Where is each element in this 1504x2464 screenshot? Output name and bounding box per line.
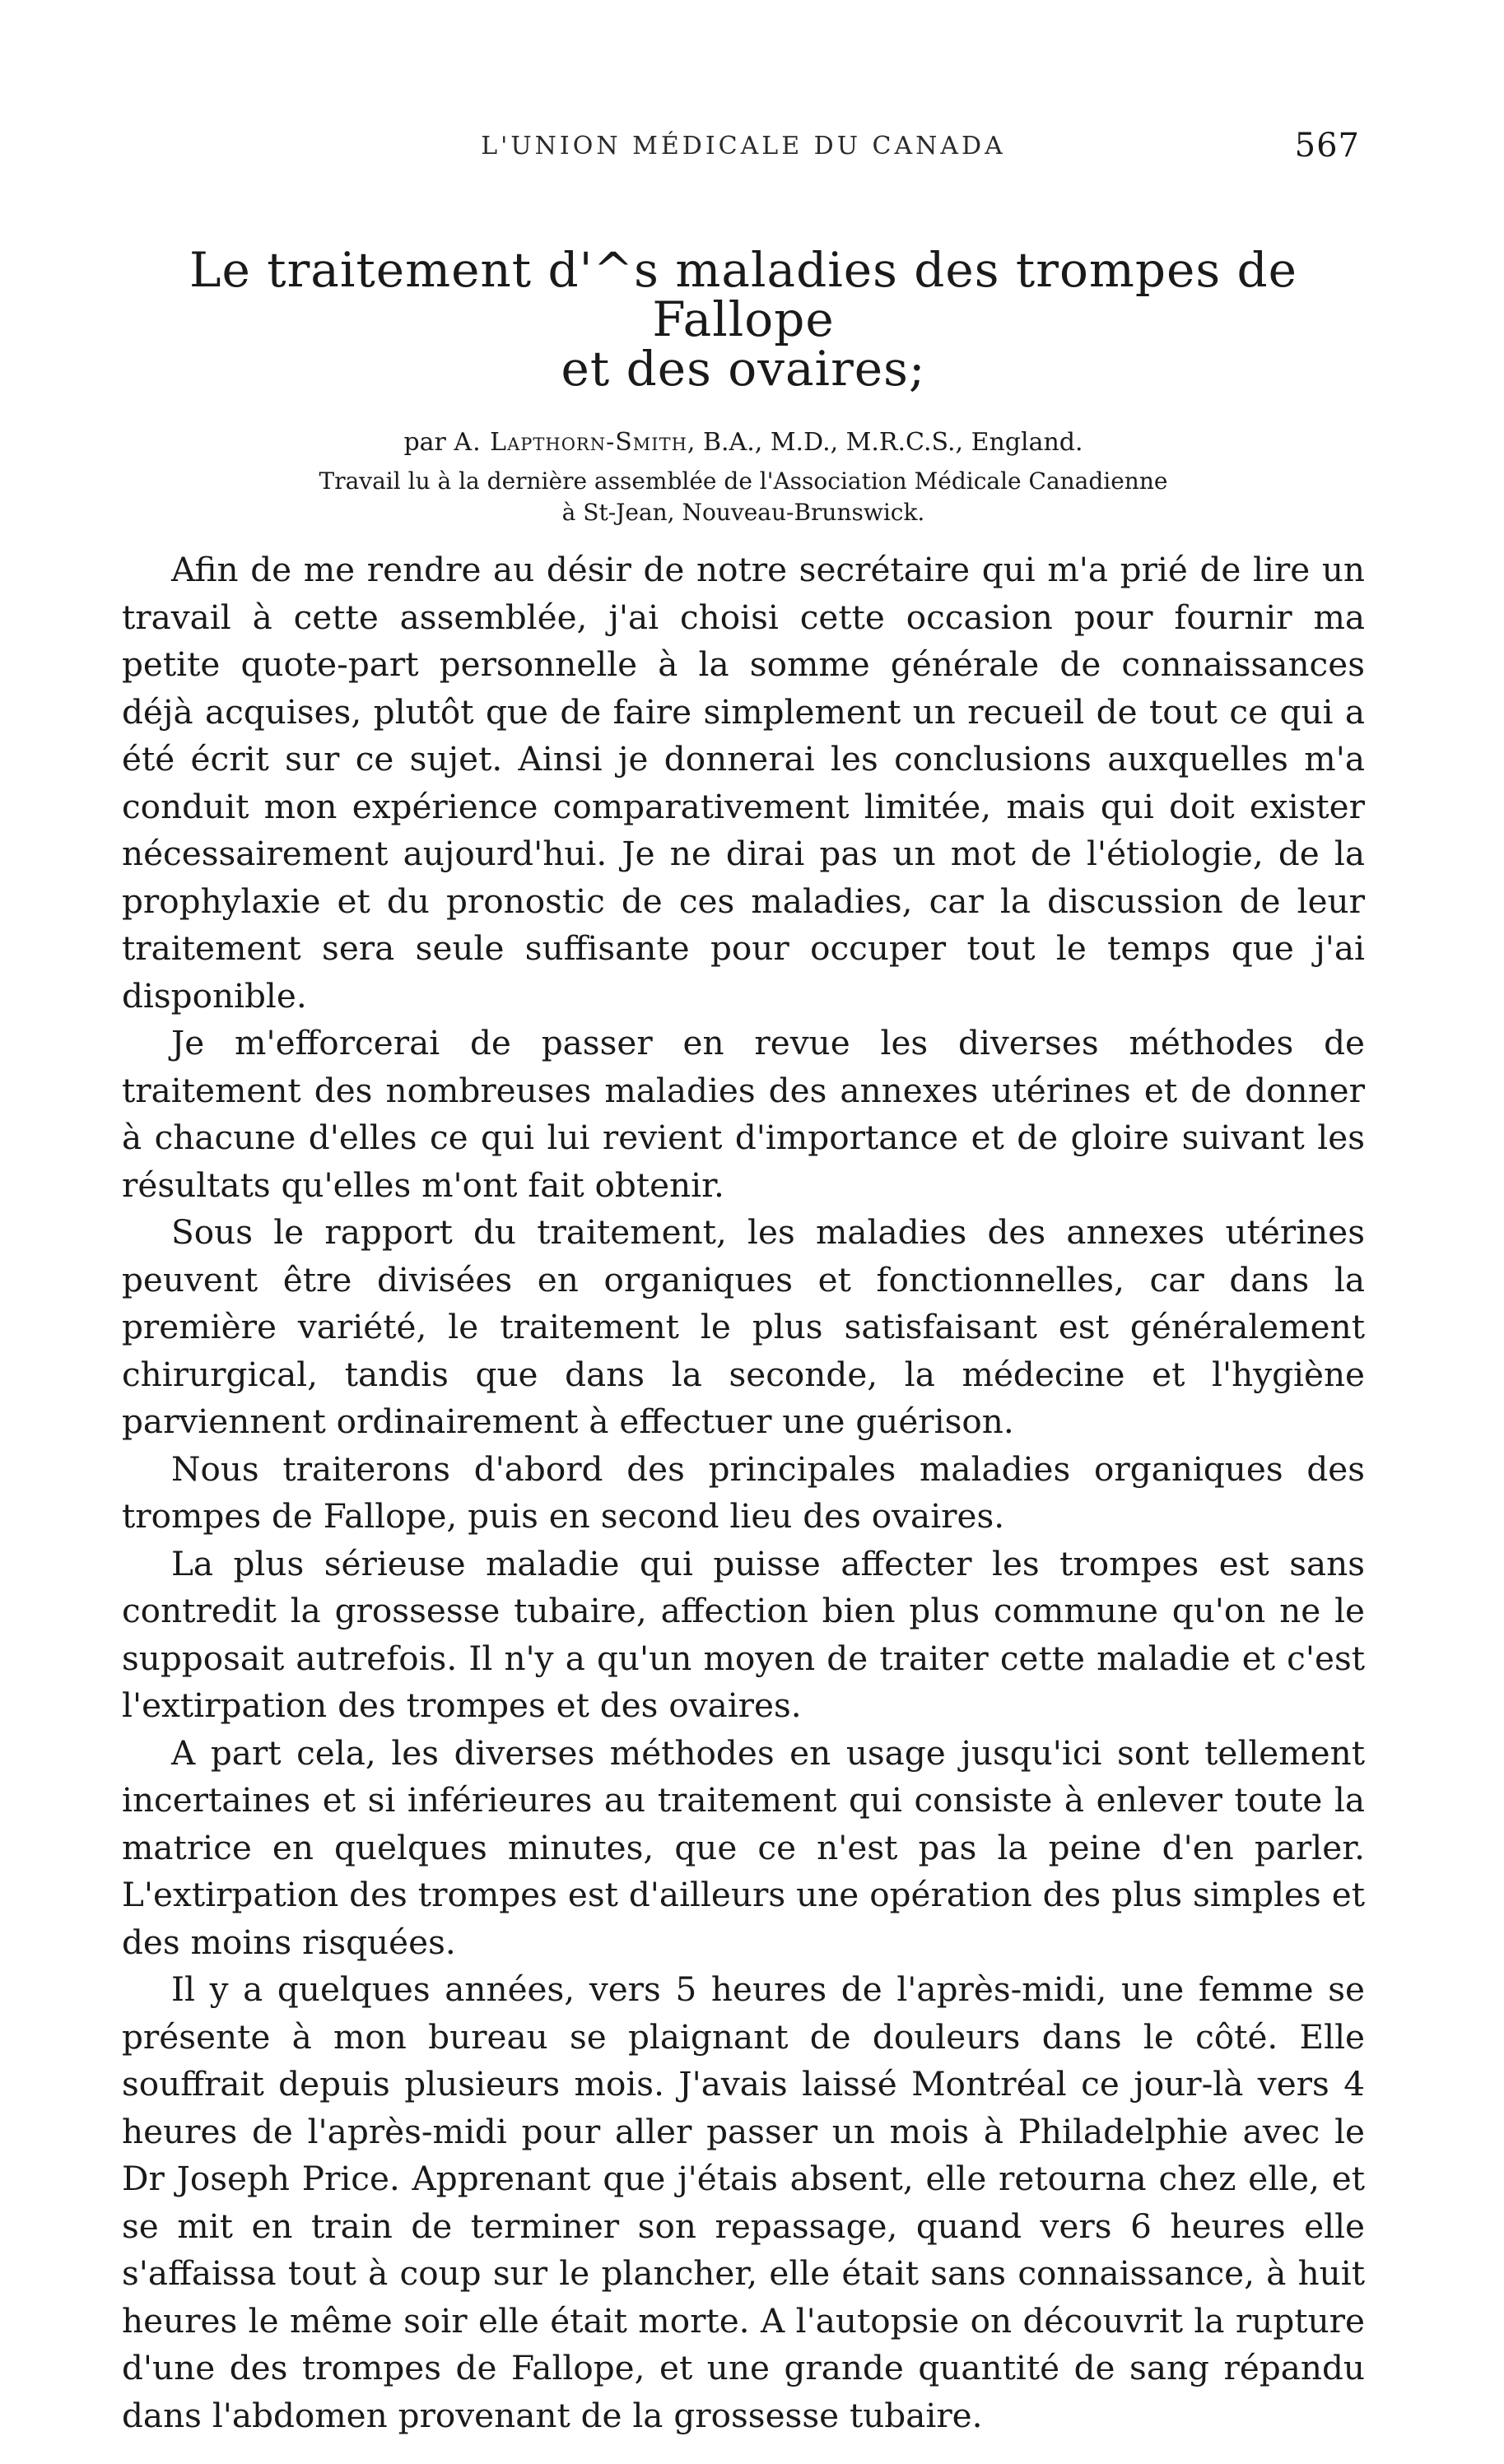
article-body	[122, 546, 1365, 2439]
presentation-note	[122, 466, 1365, 528]
byline-prefix: par	[403, 428, 454, 457]
paragraph: Sous le rapport du traitement, les maladies des annexes utérines peuvent être divisées en organiques et fonctionnelles, car dans la première variété, le traitement le plus satisfaisant est généralement chirurgical, tandis que dans la seconde, la médecine et l'hygiène parviennent ordinairement à effectuer une guérison.	[122, 1212, 1365, 1441]
paragraph: A part cela, les diverses méthodes en usage jusqu'ici sont tellement incertaines et si inférieures au traitement qui consiste à enlever toute la matrice en quelques minutes, que ce n'est pas la peine d'en parler. L'extirpation des trompes est d'ailleurs une opération des plus simples et des moins risquées.	[122, 1732, 1365, 1962]
page-number: 567	[1294, 127, 1360, 165]
document-page	[122, 123, 1365, 2439]
author-credentials: , B.A., M.D., M.R.C.S., England.	[687, 428, 1083, 457]
article-title	[122, 242, 1365, 397]
paragraph: Il y a quelques années, vers 5 heures de l'après-midi, une femme se présente à mon bureau se plaignant de douleurs dans le côté. Elle souffrait depuis plusieurs mois. J'avais laissé Montréal ce jour-là vers 4 heures de l'après-midi pour aller passer un mois à Philadelphie avec le Dr Joseph Price. Apprenant que j'étais absent, elle retourna chez elle, et se mit en train de terminer son repassage, quand vers 6 heures elle s'affaissa tout à coup sur le plancher, elle était sans connaissance, à huit heures le même soir elle était morte. A l'autopsie on découvrit la rupture d'une des trompes de Fallope, et une grande quantité de sang répandu dans l'abdomen provenant de la grossesse tubaire.	[122, 1969, 1365, 2435]
article-title-line-1: Le traitement d'^s maladies des trompes de Fallope	[189, 242, 1297, 347]
paragraph: La plus sérieuse maladie qui puisse affecter les trompes est sans contredit la grossesse tubaire, affection bien plus commune qu'on ne le supposait autrefois. Il n'y a qu'un moyen de traiter cette maladie et c'est l'extirpation des trompes et des ovaires.	[122, 1543, 1365, 1725]
presentation-note-line-1: Travail lu à la dernière assemblée de l'Association Médicale Canadienne	[319, 467, 1168, 495]
presentation-note-line-2: à St-Jean, Nouveau-Brunswick.	[561, 499, 925, 526]
article-title-line-2: et des ovaires;	[561, 341, 926, 397]
paragraph: Nous traiterons d'abord des principales maladies organiques des trompes de Fallope, puis en second lieu des ovaires.	[122, 1448, 1365, 1536]
paragraph: Je m'efforcerai de passer en revue les diverses méthodes de traitement des nombreuses maladies des annexes utérines et de donner à chacune d'elles ce qui lui revient d'importance et de gloire suivant les résultats qu'elles m'ont fait obtenir.	[122, 1023, 1365, 1205]
byline	[122, 426, 1365, 459]
author-name: A. Lapthorn-Smith	[454, 428, 687, 457]
running-header	[122, 123, 1365, 173]
paragraph: Afin de me rendre au désir de notre secrétaire qui m'a prié de lire un travail à cette assemblée, j'ai choisi cette occasion pour fournir ma petite quote-part personnelle à la somme générale de connaissances déjà acquises, plutôt que de faire simplement un recueil de tout ce qui a été écrit sur ce sujet. Ainsi je donnerai les conclusions auxquelles m'a conduit mon expérience comparativement limitée, mais qui doit exister nécessairement aujourd'hui. Je ne dirai pas un mot de l'étiologie, de la prophylaxie et du pronostic de ces maladies, car la discussion de leur traitement sera seule suffisante pour occuper tout le temps que j'ai disponible.	[122, 550, 1365, 1016]
running-title: L'UNION MÉDICALE DU CANADA	[481, 132, 1006, 160]
